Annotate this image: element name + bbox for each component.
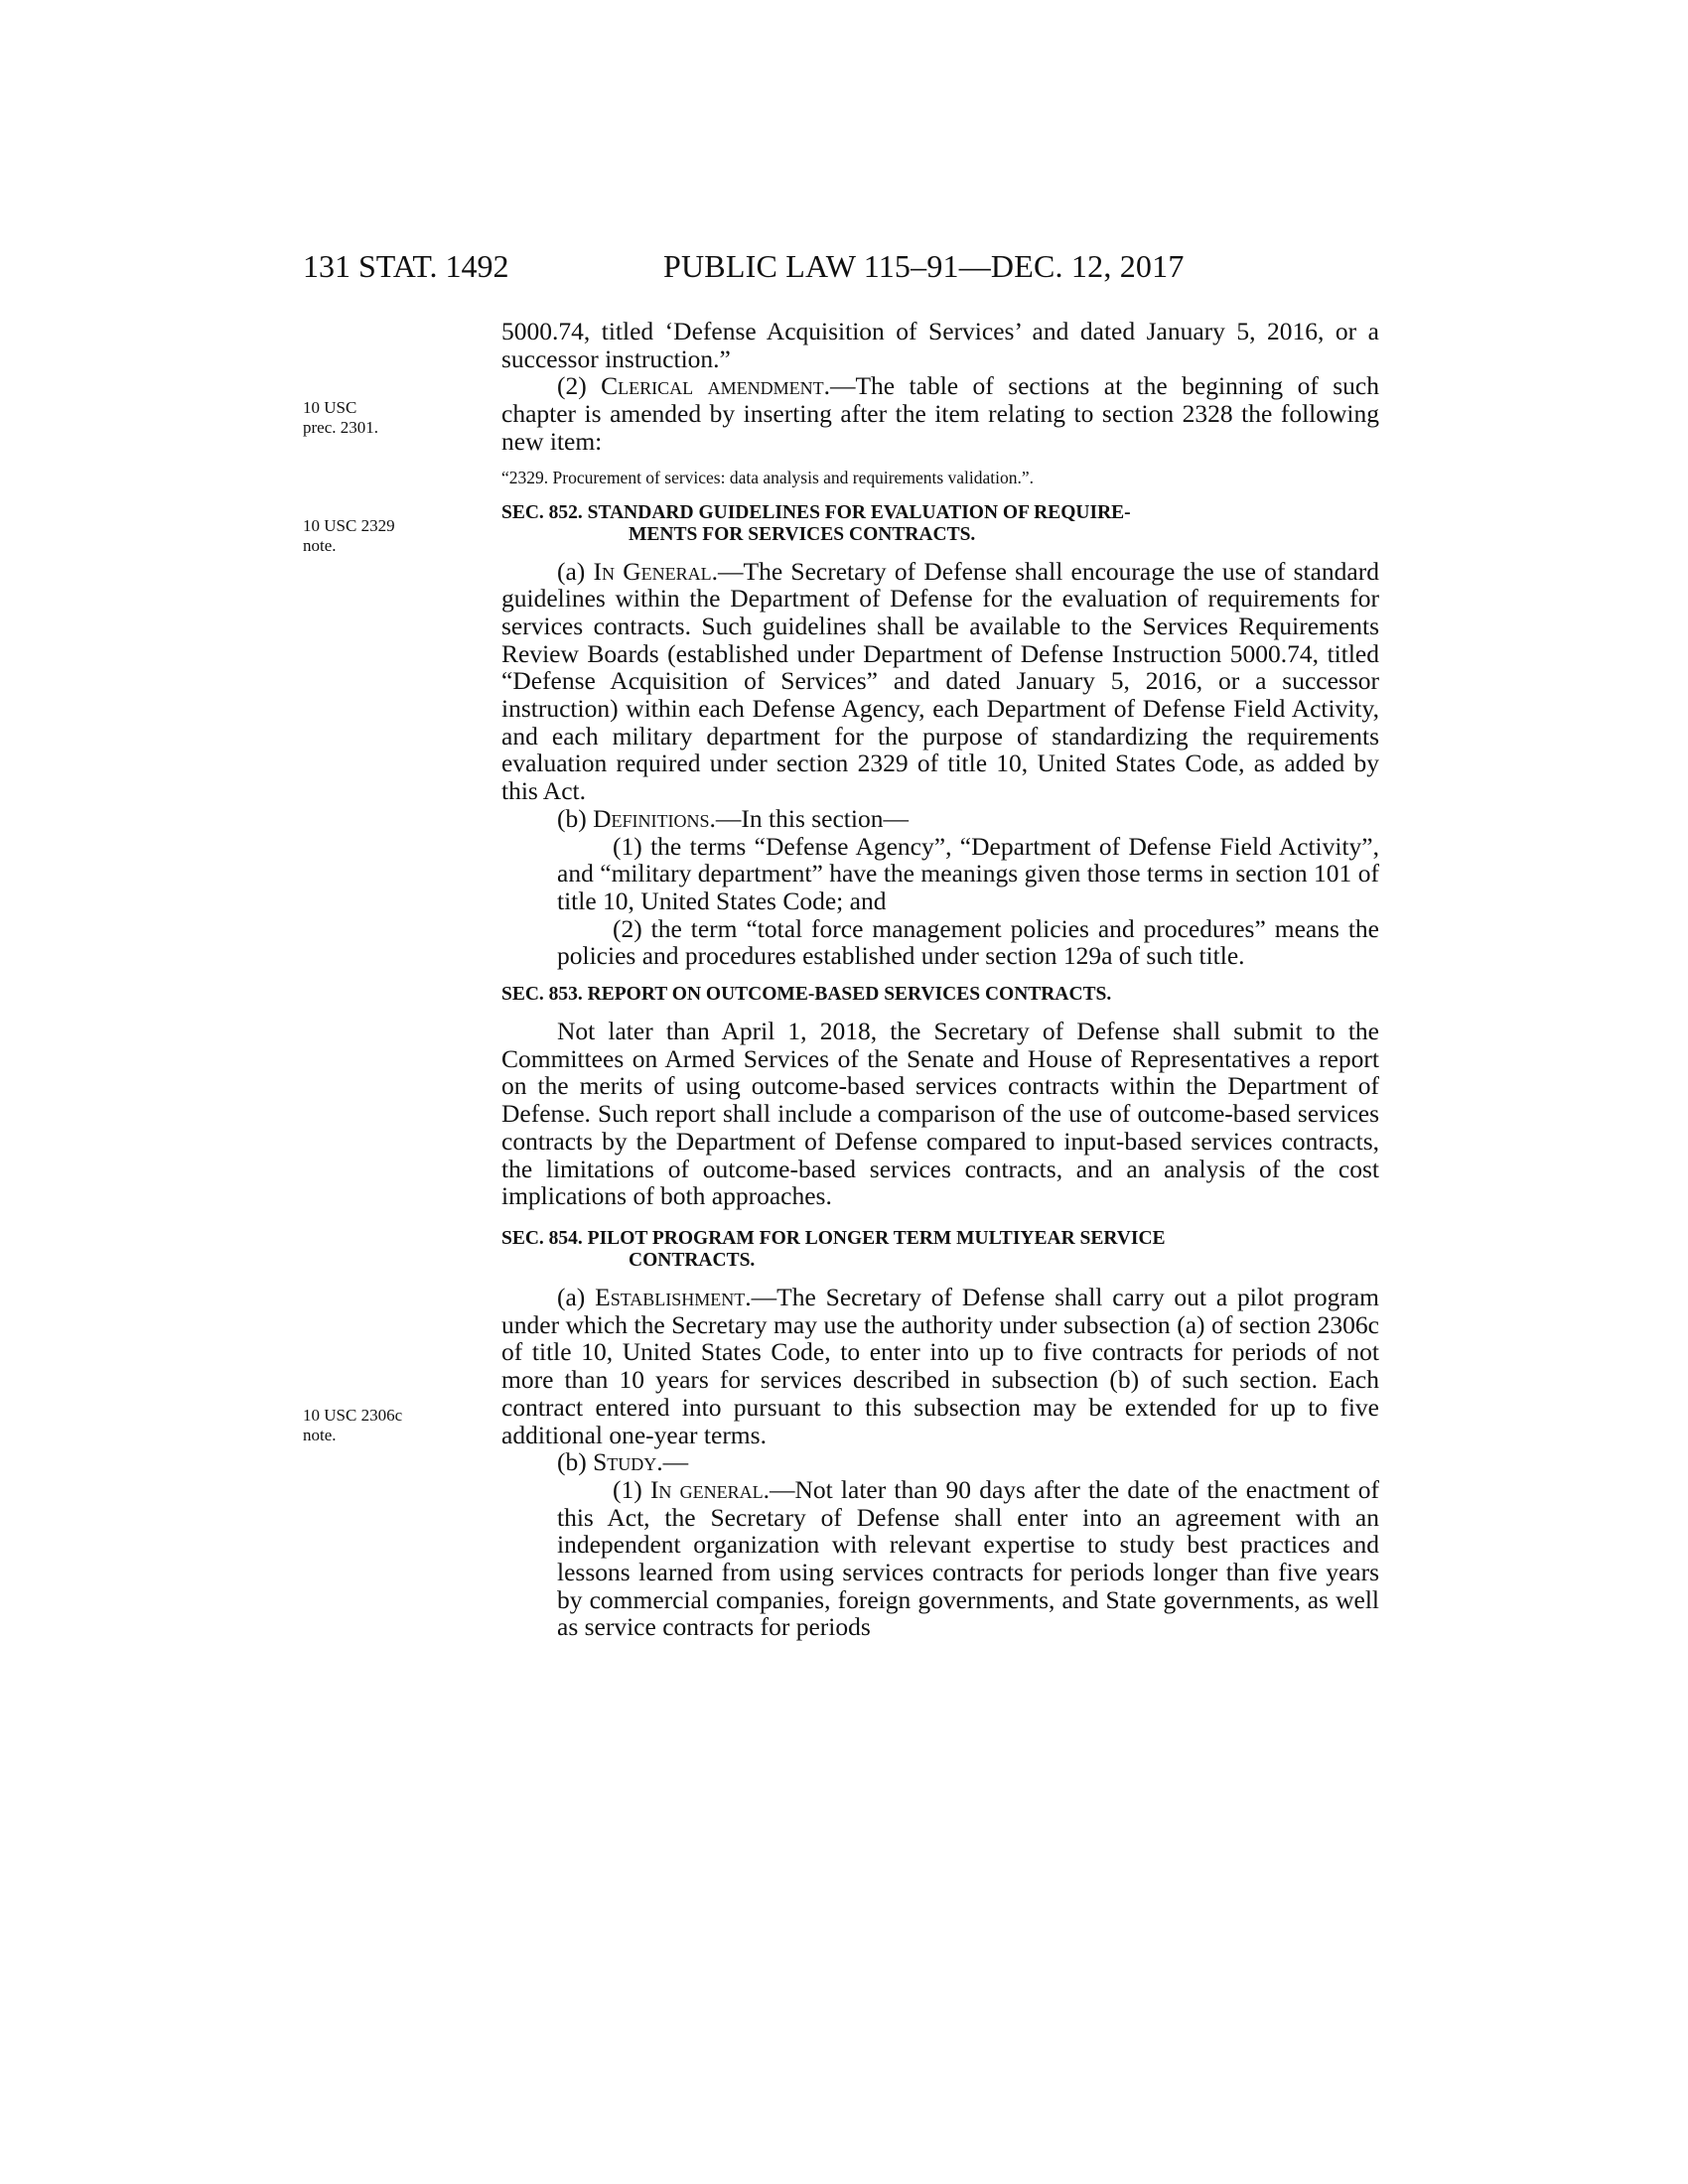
- label: (a): [557, 556, 594, 586]
- section-852-heading: [501, 502, 1379, 546]
- table-of-sections-item: “2329. Procurement of services: data analysis and requirements validation.”.: [501, 467, 1035, 487]
- section-852-b: [501, 805, 1379, 833]
- label: (1): [613, 1474, 650, 1504]
- section-852-b-2: (2) the term “total force management policies and procedures” means the policies and procedures established under section 129a of such title.: [557, 913, 1379, 971]
- label: (a): [557, 1282, 596, 1311]
- section-854-heading: [501, 1228, 1379, 1272]
- stat-page-number: 131 STAT. 1492: [303, 248, 509, 284]
- body-text: [501, 318, 1379, 1641]
- margin-note-prec-2301: [303, 398, 472, 438]
- heading: In general: [649, 1474, 764, 1504]
- paragraph-clerical-amendment: [501, 372, 1379, 455]
- heading: Clerical amendment: [601, 371, 824, 401]
- section-854-b: [501, 1448, 1379, 1476]
- heading-line: SEC. 854. PILOT PROGRAM FOR LONGER TERM MULTIYEAR SERVICE: [501, 1227, 1166, 1249]
- heading: Establishment: [595, 1282, 746, 1311]
- text: .—In this section—: [709, 803, 909, 833]
- heading-line: SEC. 852. STANDARD GUIDELINES FOR EVALUATION OF REQUIRE-: [501, 501, 1131, 523]
- text: .—Not later than 90 days after the date of the enactment of this Act, the Secretary of Defense shall enter into an agreement with an independent organization with relevant expertise to study best practices and lessons learned from using services contracts for periods longer than five years by commercial companies, foreign governments, and State governments, as well as service contracts for periods: [557, 1474, 1380, 1642]
- section-852-b-1: (1) the terms “Defense Agency”, “Department of Defense Field Activity”, and “military department” have the meanings given those terms in section 101 of title 10, United States Code; and: [557, 831, 1379, 915]
- label: (b): [557, 1447, 594, 1477]
- margin-note-line: note.: [303, 536, 337, 555]
- margin-note-line: prec. 2301.: [303, 418, 379, 437]
- page-header: [0, 248, 1688, 288]
- label: (b): [557, 803, 594, 833]
- section-852-a: [501, 558, 1379, 805]
- section-853-heading: SEC. 853. REPORT ON OUTCOME-BASED SERVICES CONTRACTS.: [501, 984, 1112, 1006]
- paragraph-continuation: 5000.74, titled ‘Defense Acquisition of Services’ and dated January 5, 2016, or a successor instruction.”: [501, 317, 1379, 373]
- margin-note-line: 10 USC 2306c: [303, 1406, 403, 1425]
- text: .—The table of sections at the beginning of such chapter is amended by inserting after the item relating to section 2328 the following new item:: [501, 371, 1380, 456]
- margin-note-line: note.: [303, 1426, 337, 1444]
- text: .—The Secretary of Defense shall encourage the use of standard guidelines within the Department of Defense for the evaluation of requirements for services contracts. Such guidelines shall be available to the Services Requirements Review Boards (established under Department of Defense Instruction 5000.74, titled “Defense Acquisition of Services” and dated January 5, 2016, or a successor instruction) within each Defense Agency, each Department of Defense Field Activity, and each military department for the purpose of standardizing the requirements evaluation required under section 2329 of title 10, United States Code, as added by this Act.: [501, 556, 1379, 806]
- section-853-text: Not later than April 1, 2018, the Secretary of Defense shall submit to the Committees on Armed Services of the Senate and House of Representatives a report on the merits of using outcome-based services contracts within the Department of Defense. Such report shall include a comparison of the use of outcome-based services contracts by the Department of Defense compared to input-based services contracts, the limitations of outcome-based services contracts, and an analysis of the cost implications of both approaches.: [501, 1017, 1379, 1211]
- heading-line: CONTRACTS.: [629, 1249, 756, 1271]
- margin-note-line: 10 USC 2329: [303, 516, 395, 535]
- law-title: PUBLIC LAW 115–91—DEC. 12, 2017: [663, 248, 1185, 284]
- heading: Study: [593, 1447, 657, 1477]
- text: .—The Secretary of Defense shall carry out a pilot program under which the Secretary may use the authority under subsection (a) of section 2306c of title 10, United States Code, to enter into up to five contracts for periods of not more than 10 years for services described in subsection (b) of such section. Each contract entered into pursuant to this subsection may be extended for up to five additional one-year terms.: [501, 1282, 1379, 1449]
- heading-line: MENTS FOR SERVICES CONTRACTS.: [629, 523, 976, 545]
- text: .—: [656, 1447, 689, 1477]
- margin-note-2306c: [303, 1406, 472, 1445]
- margin-note-2329: [303, 516, 472, 556]
- heading: In General: [593, 556, 712, 586]
- margin-note-line: 10 USC: [303, 398, 357, 417]
- heading: Definitions: [593, 803, 710, 833]
- label: (2): [557, 371, 602, 401]
- section-854-b-1: [501, 1476, 1379, 1641]
- section-854-a: [501, 1284, 1379, 1448]
